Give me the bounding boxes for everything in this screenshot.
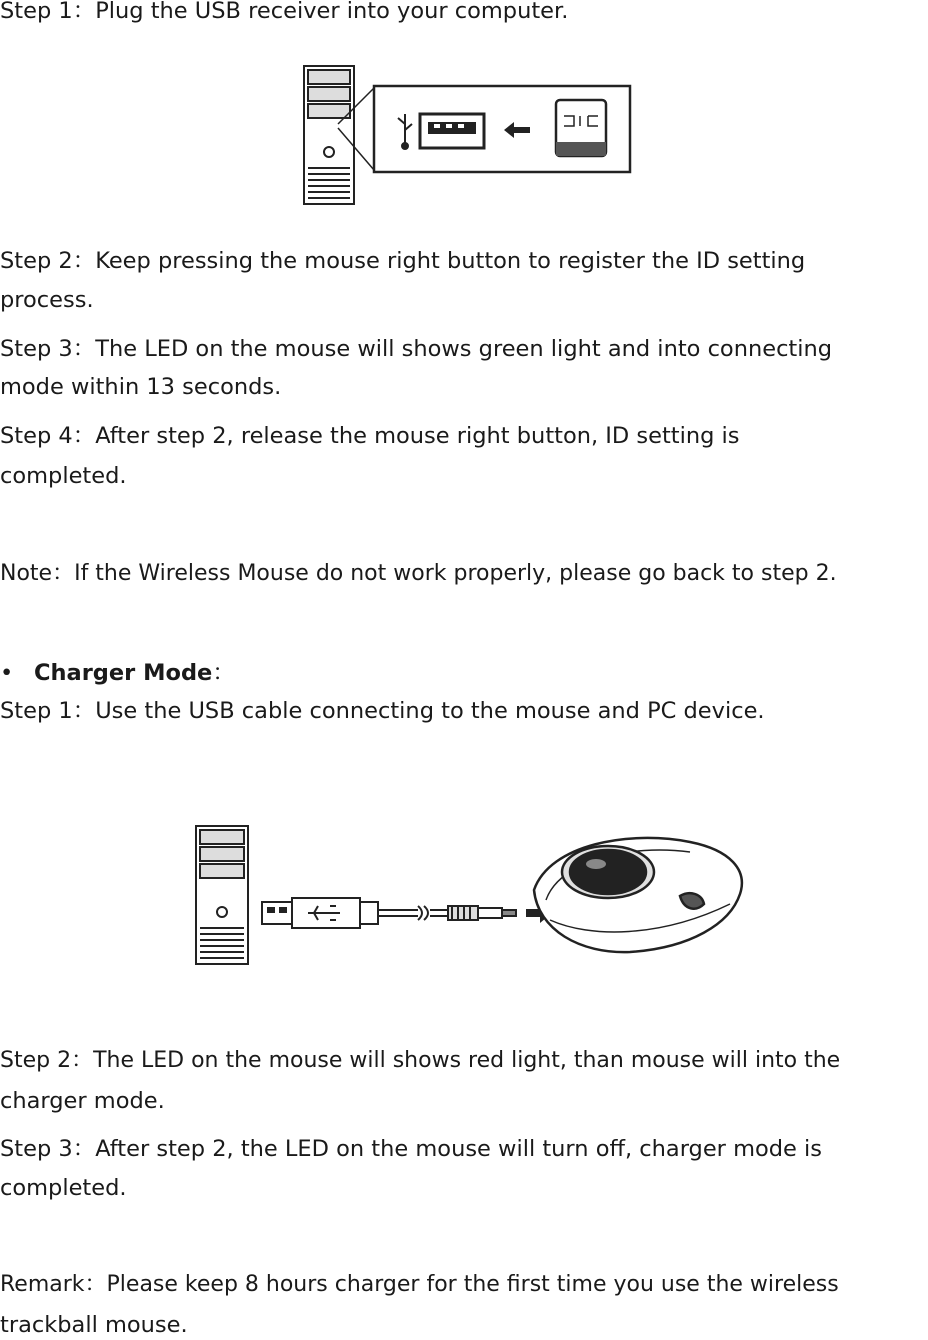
pc-tower-icon (304, 66, 354, 204)
charger-step3-text-cont: completed. (0, 1175, 127, 1201)
note-text: Note：If the Wireless Mouse do not work properly, please go back to step 2. (0, 561, 837, 586)
step2-register-text: Step 2：Keep pressing the mouse right button to register the ID setting (0, 248, 806, 274)
pc-tower-icon (196, 826, 248, 964)
charger-step2-text: Step 2：The LED on the mouse will shows red light, than mouse will into the (0, 1048, 841, 1073)
step2-register-text-cont: process. (0, 287, 94, 313)
usb-port-icon (420, 114, 484, 148)
charger-step1-text: Step 1：Use the USB cable connecting to the mouse and PC device. (0, 698, 765, 724)
usb-receiver-icon (556, 100, 606, 156)
usb-receiver-illustration (298, 62, 634, 210)
charger-step3-text: Step 3：After step 2, the LED on the mouse will turn off, charger mode is (0, 1136, 823, 1162)
charger-mode-colon: ： (212, 660, 235, 686)
remark-text-cont: trackball mouse. (0, 1312, 188, 1338)
trackball-mouse-icon (534, 838, 742, 952)
charger-step2-text-cont: charger mode. (0, 1088, 165, 1114)
usb-cable-trackball-illustration (190, 820, 750, 972)
step3-led-text: Step 3：The LED on the mouse will shows green light and into connecting (0, 336, 833, 362)
charger-mode-title: Charger Mode (34, 660, 213, 686)
remark-text: Remark：Please keep 8 hours charger for the first time you use the wireless (0, 1272, 839, 1297)
usb-cable-icon (262, 898, 516, 928)
step4-release-text: Step 4：After step 2, release the mouse right button, ID setting is (0, 423, 740, 449)
charger-mode-heading (0, 658, 235, 688)
step4-release-text-cont: completed. (0, 463, 127, 489)
bullet: • (0, 660, 14, 686)
step1-receiver-text: Step 1：Plug the USB receiver into your computer. (0, 0, 569, 24)
step3-led-text-cont: mode within 13 seconds. (0, 374, 282, 400)
